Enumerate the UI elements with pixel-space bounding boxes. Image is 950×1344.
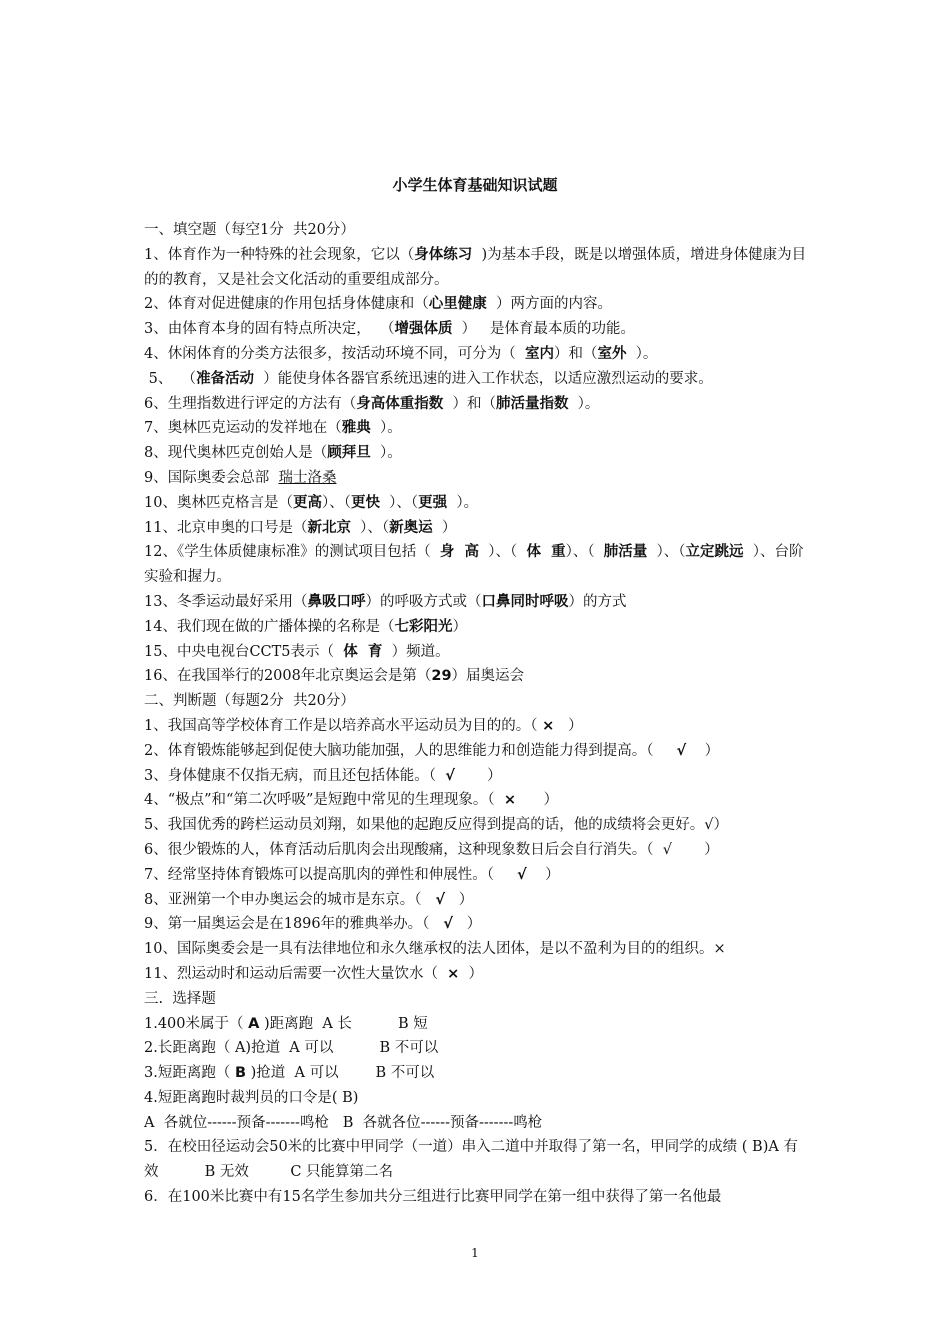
answer-text: 增强体质	[394, 321, 453, 338]
text-line	[144, 640, 812, 665]
line-text: ）的呼吸方式或（	[365, 593, 482, 610]
line-text: ）	[432, 519, 457, 536]
answer-text: 准备活动	[196, 370, 255, 387]
line-text: ）能使身体各器官系统迅速的进入工作状态，以适应激烈运动的要求。	[254, 370, 713, 387]
line-text: )距离跑 A 长 B 短	[259, 1015, 428, 1032]
line-text: 2、体育对促进健康的作用包括身体健康和（	[144, 296, 429, 313]
text-line	[144, 441, 812, 466]
text-line	[144, 615, 812, 640]
line-text: 三. 选择题	[144, 990, 216, 1007]
line-text: 11、北京申奥的口号是（	[144, 519, 308, 536]
line-text: 15、中央电视台CCT5表示（	[144, 643, 344, 660]
line-text: ）、（	[565, 544, 604, 561]
line-text: 11、烈运动时和运动后需要一次性大量饮水（	[144, 965, 448, 982]
answer-text: A	[248, 1015, 260, 1032]
text-line	[144, 367, 812, 392]
line-text: ）。	[568, 395, 600, 412]
line-text: 9、第一届奥运会是在1896年的雅典举办。（	[144, 916, 444, 933]
text-line	[144, 1036, 812, 1061]
line-text: 10、国际奥委会是一具有法律地位和永久继承权的法人团体，是以不盈利为目的的组织。×	[144, 941, 726, 958]
answer-text: 更强	[418, 494, 448, 511]
line-text: 4、休闲体育的分类方法很多，按活动环境不同，可分为（	[144, 345, 525, 362]
text-line	[144, 491, 812, 516]
line-text: ）、（	[647, 544, 686, 561]
answer-text: ×	[542, 717, 555, 734]
answer-text: 肺活量指数	[495, 395, 569, 412]
text-line	[144, 788, 812, 813]
line-text: 12、《学生体质健康标准》的测试项目包括（	[144, 544, 440, 561]
line-text: 8、亚洲第一个申办奥运会的城市是东京。（	[144, 891, 436, 908]
line-text: 3.短距离跑（	[144, 1065, 235, 1082]
text-line	[144, 689, 812, 714]
text-line	[144, 243, 812, 293]
text-line	[144, 516, 812, 541]
line-text: 4.短距离跑时裁判员的口令是( B)	[144, 1089, 359, 1106]
line-text: ）频道。	[382, 643, 450, 660]
text-line	[144, 292, 812, 317]
line-text: 5、 （	[144, 370, 197, 387]
answer-text: 更快	[350, 494, 380, 511]
line-text: ）、（	[479, 544, 527, 561]
answer-text: 口鼻同时呼吸	[481, 593, 569, 610]
line-text: ）	[452, 618, 467, 635]
line-text: ）	[444, 891, 474, 908]
line-text: ）届奥运会	[451, 668, 525, 685]
answer-text: 29	[431, 668, 452, 685]
answer-text: 身体练习	[414, 246, 473, 263]
text-line	[144, 466, 812, 491]
answer-text: 体 育	[343, 643, 383, 660]
line-text: ）、台阶实验和握力。	[144, 544, 804, 586]
line-text: 4、“极点”和“第二次呼吸”是短跑中常见的生理现象。（	[144, 792, 504, 809]
line-text: 3、由体育本身的固有特点所决定， （	[144, 321, 395, 338]
line-text: ）	[452, 916, 482, 933]
line-text: ）、（	[350, 519, 390, 536]
line-text: ）	[526, 866, 560, 883]
text-line	[144, 962, 812, 987]
line-text: 6．在100米比赛中有15名学生参加共分三组进行比赛甲同学在第一组中获得了第一名他最	[144, 1189, 722, 1206]
page-number: 1	[471, 1246, 479, 1260]
answer-text: 雅典	[341, 420, 371, 437]
line-text: ）两方面的内容。	[486, 296, 612, 313]
line-text: ）	[554, 717, 583, 734]
line-text: 1.400米属于（	[144, 1015, 249, 1032]
line-text: ）	[454, 767, 502, 784]
question-list	[144, 218, 812, 1210]
line-text: 16、在我国举行的2008年北京奥运会是第（	[144, 668, 432, 685]
underlined-answer: 瑞士洛桑	[278, 469, 337, 486]
line-text: 2、体育锻炼能够起到促使大脑功能加强，人的思维能力和创造能力得到提高。（	[144, 742, 677, 759]
line-text: ）。	[626, 345, 658, 362]
text-line	[144, 813, 812, 838]
line-text: ）	[459, 965, 484, 982]
answer-text: 新北京	[307, 519, 351, 536]
text-line	[144, 342, 812, 367]
answer-text: √	[676, 742, 687, 759]
line-text: A 各就位------预备-------鸣枪 B 各就各位------预备-------鸣枪	[144, 1114, 543, 1131]
answer-text: √	[443, 916, 453, 933]
text-line	[144, 987, 812, 1012]
text-line	[144, 392, 812, 417]
text-line	[144, 863, 812, 888]
answer-text: 肺活量	[603, 544, 648, 561]
text-line	[144, 1135, 812, 1185]
text-line	[144, 739, 812, 764]
line-text: ）和（	[443, 395, 496, 412]
text-line	[144, 317, 812, 342]
line-text: 2.长距离跑（ A)抢道 A 可以 B 不可以	[144, 1040, 439, 1057]
line-text: 5、我国优秀的跨栏运动员刘翔，如果他的起跑反应得到提高的话，他的成绩将会更好。√）	[144, 817, 728, 834]
answer-text: B	[234, 1065, 247, 1082]
line-text: 一、填空题（每空1分 共20分）	[144, 222, 355, 238]
line-text: )为基本手段，既是以增强体质，增进身体健康为目的的教育，又是社会文化活动的重要组成部分。	[144, 246, 807, 288]
text-line	[144, 1012, 812, 1037]
answer-text: 身高体重指数	[356, 395, 444, 412]
text-line	[144, 1185, 812, 1210]
text-line	[144, 664, 812, 689]
line-text: 5．在校田径运动会50米的比赛中甲同学（一道）串入二道中并取得了第一名，甲同学的成绩 ( B)A 有效 B 无效 C 只能算第二名	[144, 1139, 798, 1181]
answer-text: 心里健康	[428, 296, 487, 313]
text-line	[144, 838, 812, 863]
line-text: ）。	[447, 494, 479, 511]
line-text: 13、冬季运动最好采用（	[144, 593, 308, 610]
text-line	[144, 912, 812, 937]
answer-text: 更高	[292, 494, 322, 511]
line-text: ）。	[370, 420, 402, 437]
line-text: 10、奥林匹克格言是（	[144, 494, 293, 511]
answer-text: √	[517, 866, 527, 883]
answer-text: 鼻吸口呼	[307, 593, 366, 610]
text-line	[144, 1086, 812, 1111]
text-line	[144, 1111, 812, 1136]
answer-text: 体 重	[526, 544, 566, 561]
line-text: ） 是体育最本质的功能。	[452, 321, 635, 338]
line-text: ）和（	[553, 345, 598, 362]
line-text: 14、我们现在做的广播体操的名称是（	[144, 618, 395, 635]
line-text: 6、很少锻炼的人，体育活动后肌肉会出现酸痛，这种现象数日后会自行消失。（ √ ）	[144, 841, 719, 858]
answer-text: 顾拜旦	[327, 445, 371, 462]
answer-text: √	[445, 767, 455, 784]
line-text: 6、生理指数进行评定的方法有（	[144, 395, 357, 412]
answer-text: 七彩阳光	[394, 618, 453, 635]
text-line	[144, 714, 812, 739]
line-text: ）	[686, 742, 720, 759]
answer-text: ×	[503, 792, 516, 809]
line-text: ）	[516, 792, 559, 809]
answer-text: 新奥运	[389, 519, 433, 536]
answer-text: 身 高	[439, 544, 480, 561]
line-text: 3、身体健康不仅指无病，而且还包括体能。（	[144, 767, 446, 784]
line-text: 7、奥林匹克运动的发祥地在（	[144, 420, 342, 437]
line-text: 二、判断题（每题2分 共20分）	[144, 693, 355, 710]
text-line	[144, 888, 812, 913]
line-text: 1、我国高等学校体育工作是以培养高水平运动员为目的的。（	[144, 717, 543, 734]
answer-text: 室外	[597, 345, 627, 362]
answer-text: 立定跳远	[685, 544, 744, 561]
text-line	[144, 764, 812, 789]
line-text: ）。	[370, 445, 402, 462]
text-line	[144, 1061, 812, 1086]
line-text: 1、体育作为一种特殊的社会现象，它以（	[144, 246, 415, 263]
text-line	[144, 590, 812, 615]
text-line	[144, 540, 812, 590]
line-text: ）、（	[379, 494, 419, 511]
text-line	[144, 218, 812, 243]
line-text: 8、现代奥林匹克创始人是（	[144, 445, 328, 462]
page-title: 小学生体育基础知识试题	[392, 176, 558, 194]
line-text: ）的方式	[568, 593, 627, 610]
line-text: ）、（	[321, 494, 351, 511]
line-text: )抢道 A 可以 B 不可以	[246, 1065, 435, 1082]
answer-text: 室内	[524, 345, 554, 362]
answer-text: ×	[447, 965, 460, 982]
text-line	[144, 416, 812, 441]
line-text: 9、国际奥委会总部	[144, 469, 279, 486]
text-line	[144, 937, 812, 962]
answer-text: √	[435, 891, 445, 908]
line-text: 7、经常坚持体育锻炼可以提高肌肉的弹性和伸展性。（	[144, 866, 518, 883]
